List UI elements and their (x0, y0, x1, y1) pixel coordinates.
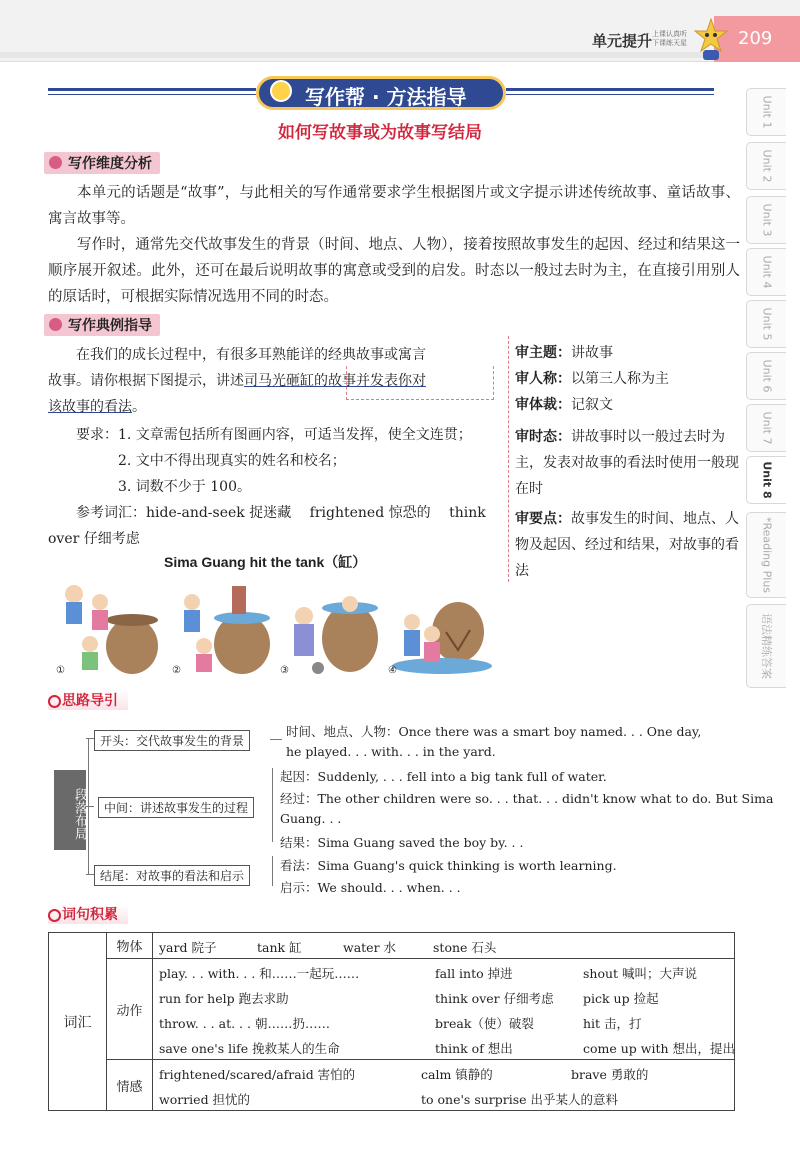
cartoon-panel-4 (386, 572, 498, 676)
picture-title: Sima Guang hit the tank（缸） (164, 554, 367, 570)
mindmap-node-ending: 结尾：对故事的看法和启示 (94, 865, 250, 886)
panel-number-4: ④ (388, 665, 397, 676)
tab-unit-4[interactable] (746, 248, 786, 296)
middle-cause: 起因：Suddenly, . . . fell into a big tank full of water. (280, 769, 607, 784)
vocab-item: hit 击，打 (583, 1016, 642, 1031)
section-head-example (44, 314, 160, 336)
divider-dashed (508, 336, 509, 582)
vocab-item: break（使）破裂 (435, 1016, 534, 1031)
vocab-item: water 水 (343, 940, 397, 955)
vocab-item: save one's life 挽救某人的生命 (159, 1041, 340, 1056)
middle-result: 结果：Sima Guang saved the boy by. . . (280, 835, 524, 850)
task-line-3-end: 。 (132, 399, 146, 415)
vocab-feelings-line-2 (153, 1085, 734, 1110)
vocab-item: to one's surprise 出乎某人的意料 (421, 1092, 619, 1107)
cartoon-panel-1 (54, 572, 166, 676)
banner-rule-left (48, 88, 256, 91)
vocab-item: fall into 掉进 (435, 966, 513, 981)
vocab-actions-cell (153, 959, 735, 1060)
banner-rule-left-thin (48, 94, 256, 95)
unit-section-title: 单元提升 (592, 32, 653, 50)
section-head-analysis (44, 152, 160, 174)
side-note-points-text: 故事发生的时间、地点、人物及起因、经过和结果，对故事的看法 (515, 511, 739, 579)
page-number: 209 (714, 16, 800, 62)
vocab-actions-line-3 (153, 1009, 734, 1034)
vocab-objects-cell (153, 933, 735, 959)
side-note-tense-label: 审时态： (515, 429, 571, 445)
highlight-bracket (346, 366, 494, 400)
brace-middle (272, 768, 273, 842)
cartoon-rescue-image (386, 572, 498, 676)
middle-process-cont: Guang. . . (280, 811, 342, 826)
mindmap-node-middle: 中间：讲述故事发生的过程 (98, 797, 254, 818)
mindmap-branch-3 (86, 874, 94, 875)
tab-unit-8[interactable] (746, 456, 786, 504)
task-key-phrase: 司马光砸缸的故事并发表你对 (244, 373, 426, 389)
side-note-tense (515, 424, 740, 502)
vocab-sub-objects: 物体 (107, 933, 153, 959)
target-icon (49, 156, 62, 169)
task-line-2-start: 故事。请你根据下图提示，讲述 (48, 373, 244, 389)
lesson-subtitle: 如何写故事或为故事写结局 (278, 123, 482, 143)
tab-label: Unit 3 (760, 203, 773, 237)
section-head-analysis-label: 写作维度分析 (68, 156, 152, 172)
panel-number-2: ② (172, 665, 181, 676)
task-line-1: 在我们的成长过程中，有很多耳熟能详的经典故事或寓言 (76, 347, 426, 363)
side-note-topic-label: 审主题： (515, 345, 571, 361)
cartoon-panel-2 (170, 572, 282, 676)
vocab-feelings-line-1 (153, 1060, 734, 1085)
side-note-genre (515, 392, 740, 418)
side-note-points-label: 审要点： (515, 511, 571, 527)
side-note-points (515, 506, 740, 584)
section-head-example-label: 写作典例指导 (68, 318, 152, 334)
vocab-item: yard 院子 (159, 940, 217, 955)
middle-process: 经过：The other children were so. . . that. . . didn't know what to do. But Sima (280, 791, 774, 806)
lightbulb-icon (270, 80, 292, 102)
tab-label: Unit 8 (760, 461, 773, 499)
vocab-item: play. . . with. . . 和……一起玩…… (159, 966, 360, 981)
side-note-person-text: 以第三人称为主 (571, 371, 669, 387)
cartoon-boy-falls-image (170, 572, 282, 676)
tab-label: Unit 2 (760, 149, 773, 183)
panel-number-1: ① (56, 665, 65, 676)
header-slogan (652, 30, 698, 48)
requirement-1: 要求：1. 文章需包括所有图画内容，可适当发挥，使全文连贯； (76, 427, 472, 443)
panel-number-3: ③ (280, 665, 289, 676)
vocab-item: worried 担忧的 (159, 1092, 251, 1107)
tab-label: 语法精练答案 (759, 613, 773, 679)
tab-unit-3[interactable] (746, 196, 786, 244)
vocab-item: think over 仔细考虑 (435, 991, 554, 1006)
vocab-category: 词汇 (49, 933, 107, 1111)
tab-label: Unit 6 (760, 359, 773, 393)
tab-label: *Reading Plus (760, 516, 773, 594)
reference-words-2: over 仔细考虑 (48, 531, 140, 547)
side-note-genre-text: 记叙文 (571, 397, 613, 413)
vocab-table (48, 932, 735, 1111)
tab-unit-2[interactable] (746, 142, 786, 190)
vocab-actions-line-2 (153, 984, 734, 1009)
method-banner: 写作帮 · 方法指导 (256, 76, 506, 110)
brace-ending (272, 856, 273, 886)
side-note-genre-label: 审体裁： (515, 397, 571, 413)
reference-words-1: 参考词汇：hide-and-seek 捉迷藏 frightened 惊恐的 think (76, 505, 486, 521)
vocab-feelings-cell (153, 1060, 735, 1111)
ending-lesson: 启示：We should. . . when. . . (280, 880, 461, 895)
vocab-item: run for help 跑去求助 (159, 991, 289, 1006)
mindmap-root: 段落布局 (54, 770, 86, 850)
requirement-3: 3. 词数不少于 100。 (118, 479, 251, 495)
cartoon-hide-and-seek-image (54, 572, 166, 676)
requirement-2: 2. 文中不得出现真实的姓名和校名； (118, 453, 346, 469)
vocab-item: stone 石头 (433, 940, 497, 955)
task-line-3 (48, 396, 146, 416)
vocab-actions-line-4 (153, 1034, 734, 1059)
opening-line-2: he played. . . with. . . in the yard. (286, 744, 496, 759)
section-head-thinking: 思路导引 (48, 690, 128, 710)
vocab-item: shout 喊叫；大声说 (583, 966, 698, 981)
tab-label: Unit 4 (760, 255, 773, 289)
cartoon-panel-3 (278, 572, 390, 676)
slogan-line-1: 上课认真听 (652, 30, 687, 38)
tab-reading-plus[interactable] (746, 512, 786, 598)
vocab-item: brave 勇敢的 (571, 1067, 649, 1082)
side-note-person-label: 审人称： (515, 371, 571, 387)
section-head-vocab: 词句积累 (48, 904, 128, 924)
analysis-paragraph-2: 写作时，通常先交代故事发生的背景（时间、地点、人物），接着按照故事发生的起因、经过和结果这一顺序展开叙述。此外，还可在最后说明故事的寓意或受到的启发。时态以一般过去时为主，在直接引用别人的原话时，可根据实际情况选用不同的时态。 (48, 237, 740, 305)
analysis-paragraph-1: 本单元的话题是“故事”，与此相关的写作通常要求学生根据图片或文字提示讲述传统故事、童话故事、寓言故事等。 (48, 185, 740, 227)
star-mascot-icon (694, 18, 728, 62)
tab-grammar-answers[interactable] (746, 604, 786, 688)
side-note-tense-text: 讲故事时以一般过去时为主，发表对故事的看法时使用一般现在时 (515, 429, 739, 497)
tab-unit-6[interactable] (746, 352, 786, 400)
arrow-opening (270, 739, 282, 740)
task-key-phrase-2: 该故事的看法 (48, 399, 132, 415)
vocab-item: tank 缸 (257, 940, 302, 955)
tab-label: Unit 1 (760, 95, 773, 129)
side-note-person (515, 366, 740, 392)
header-stripe (0, 52, 740, 58)
tab-unit-7[interactable] (746, 404, 786, 452)
tab-label: Unit 5 (760, 307, 773, 341)
vocab-item: come up with 想出，提出 (583, 1041, 736, 1056)
side-note-topic-text: 讲故事 (571, 345, 613, 361)
cartoon-stone-image (278, 572, 390, 676)
mindmap-branch-2 (86, 806, 94, 807)
vocab-item: think of 想出 (435, 1041, 513, 1056)
opening-line-1: 时间、地点、人物：Once there was a smart boy named. . . One day, (286, 724, 702, 739)
vocab-item: throw. . . at. . . 朝……扔…… (159, 1016, 330, 1031)
vocab-item: pick up 捡起 (583, 991, 659, 1006)
mindmap-branch-1 (86, 738, 94, 739)
vocab-sub-actions: 动作 (107, 959, 153, 1060)
vocab-objects-line (153, 933, 734, 958)
pencil-icon (49, 318, 62, 331)
tab-unit-5[interactable] (746, 300, 786, 348)
ending-opinion: 看法：Sima Guang's quick thinking is worth learning. (280, 858, 617, 873)
vocab-item: frightened/scared/afraid 害怕的 (159, 1067, 356, 1082)
vocab-item: calm 镇静的 (421, 1067, 493, 1082)
vocab-sub-feelings: 情感 (107, 1060, 153, 1111)
mindmap-node-opening: 开头：交代故事发生的背景 (94, 730, 250, 751)
slogan-line-2: 下课练天星 (652, 39, 687, 47)
vocab-actions-line-1 (153, 959, 734, 984)
side-note-topic (515, 340, 740, 366)
tab-label: Unit 7 (760, 411, 773, 445)
banner-rule-right (506, 88, 714, 91)
banner-rule-right-thin (506, 94, 714, 95)
